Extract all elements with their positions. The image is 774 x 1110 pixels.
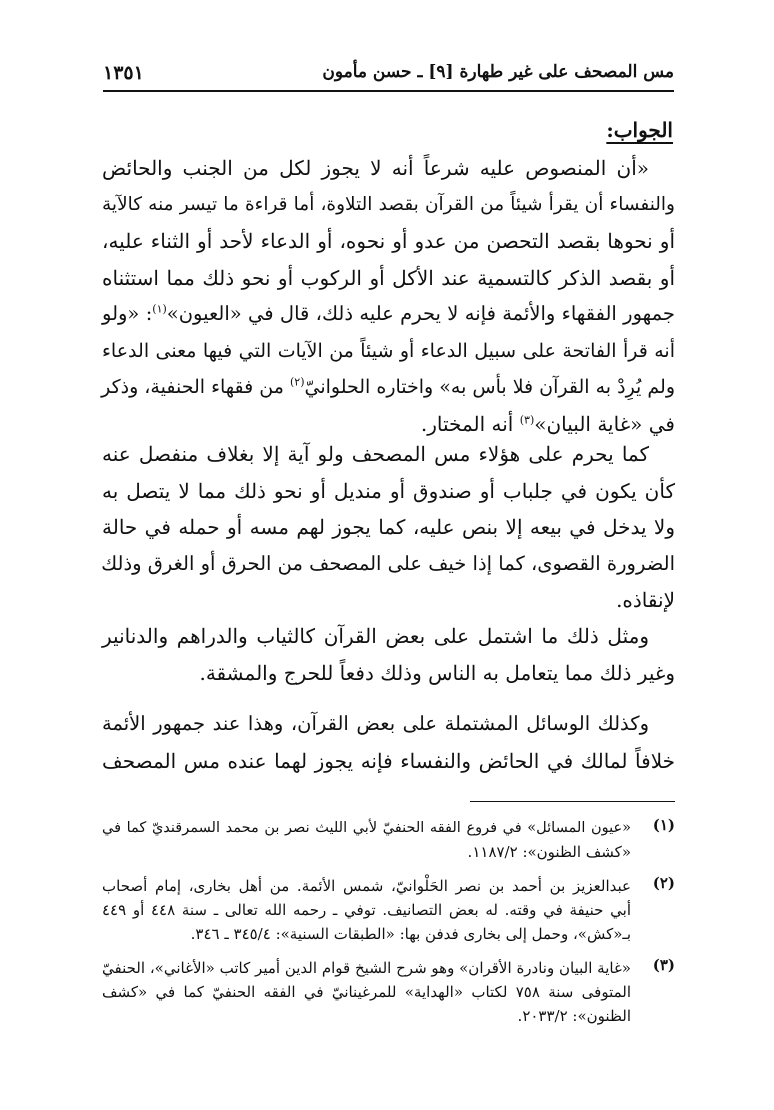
footnote-line: بـ«كش»، وحمل إلى بخارى فدفن بها: «الطبقات السنية»: ٣٤٥/٤ ـ ٣٤٦. bbox=[190, 925, 631, 943]
text-line: الضرورة القصوى، كما إذا خيف على المصحف من الحرق أو الغرق وذلك bbox=[101, 551, 675, 575]
footnote-line: «غاية البيان ونادرة الأقران» وهو شرح الشيخ قوام الدين أمير كاتب «الأغاني»، الحنفيّ bbox=[102, 959, 631, 977]
text-line: خلافاً لمالك في الحائض والنفساء فإنه يجوز لهما عنده مس المصحف bbox=[102, 748, 675, 773]
paragraph-4 bbox=[102, 706, 675, 779]
running-title: مس المصحف على غير طهارة [٩] ـ حسن مأمون bbox=[322, 62, 674, 82]
paragraph-1 bbox=[102, 150, 675, 442]
text-line: أو بقصد الذكر كالتسمية عند الأكل أو الركوب أو نحو ذلك مما استثناه bbox=[102, 265, 675, 290]
text-line: ولم يُرِدْ به القرآن فلا بأس به» واختاره الحلوانيّ$^{(٢)}$ من فقهاء الحنفية، وذكر bbox=[101, 375, 675, 398]
paragraph-2 bbox=[102, 436, 675, 619]
text-line: وغير ذلك مما يتعامل به الناس وذلك دفعاً للحرج والمشقة. bbox=[199, 660, 675, 685]
footnote-number: (٢) bbox=[652, 874, 675, 892]
footnote-line: المتوفى سنة ٧٥٨ لكتاب «الهداية» للمرغينانيّ في الفقه الحنفيّ كما في «كشف bbox=[102, 983, 632, 1001]
footnote-ref: (١) bbox=[152, 302, 167, 316]
text-line: لإنقاذه. bbox=[616, 588, 675, 612]
footnote-line: عبدالعزيز بن أحمد بن نصر الحَلْوانيّ، شمس الأئمة. من أهل بخارى، إمام أصحاب bbox=[102, 877, 631, 895]
footnote-line: أبي حنيفة في وقته. له بعض التصانيف. توفي ـ رحمه الله تعالى ـ سنة ٤٤٨ أو ٤٤٩ bbox=[102, 901, 631, 919]
text-line: ومثل ذلك ما اشتمل على بعض القرآن كالثياب والدراهم والدنانير bbox=[102, 624, 649, 648]
running-header bbox=[103, 58, 674, 92]
footnote-ref: (٣) bbox=[519, 412, 535, 426]
footnote-1 bbox=[102, 816, 675, 864]
footnote-ref: (٢) bbox=[289, 375, 305, 389]
footnote-divider bbox=[470, 801, 675, 802]
text-line: كأن يكون في جلباب أو صندوق أو منديل أو نحو ذلك مما لا يتصل به bbox=[102, 478, 675, 503]
footnote-line: «عيون المسائل» في فروع الفقه الحنفيّ لأبي الليث نصر بن محمد السمرقنديّ كما في bbox=[102, 820, 631, 836]
footnote-number: (١) bbox=[652, 816, 675, 834]
text-line: والنفساء أن يقرأ شيئاً من القرآن بقصد التلاوة، أما قراءة ما تيسر منه كالآية bbox=[102, 193, 675, 215]
footnote-line: «كشف الظنون»: ١١٨٧/٢. bbox=[467, 843, 631, 861]
footnote-line: الظنون»: ٢٠٣٣/٢. bbox=[517, 1007, 631, 1025]
answer-heading: الجواب: bbox=[606, 118, 673, 142]
footnote-2 bbox=[102, 874, 675, 946]
text-line: ولا يدخل في بيعه إلا بنص عليه، كما يجوز لهم مسه أو حمله في حالة bbox=[102, 515, 675, 539]
paragraph-3 bbox=[102, 618, 675, 691]
footnote-number: (٣) bbox=[652, 956, 675, 974]
page-number: ١٣٥١ bbox=[103, 62, 144, 84]
text-line: وكذلك الوسائل المشتملة على بعض القرآن، وهذا عند جمهور الأئمة bbox=[102, 712, 649, 735]
text-line: في «غاية البيان»$^{(٣)}$ أنه المختار. bbox=[420, 411, 675, 436]
footnote-3 bbox=[102, 956, 675, 1028]
text-line: أو نحوها بقصد التحصن من عدو أو نحوه، أو الدعاء لأحد أو الثناء عليه، bbox=[102, 229, 675, 253]
text-line: «أن المنصوص عليه شرعاً أنه لا يجوز لكل من الجنب والحائض bbox=[102, 156, 649, 180]
text-line: أنه قرأ الفاتحة على سبيل الدعاء أو شيئاً من الآيات التي فيها معنى الدعاء bbox=[102, 339, 675, 362]
text-line: كما يحرم على هؤلاء مس المصحف ولو آية إلا بغلاف منفصل عنه bbox=[102, 442, 649, 466]
text-line: جمهور الفقهاء والأئمة فإنه لا يحرم عليه ذلك، قال في «العيون»$^{(١)}$: «ولو bbox=[102, 302, 675, 325]
